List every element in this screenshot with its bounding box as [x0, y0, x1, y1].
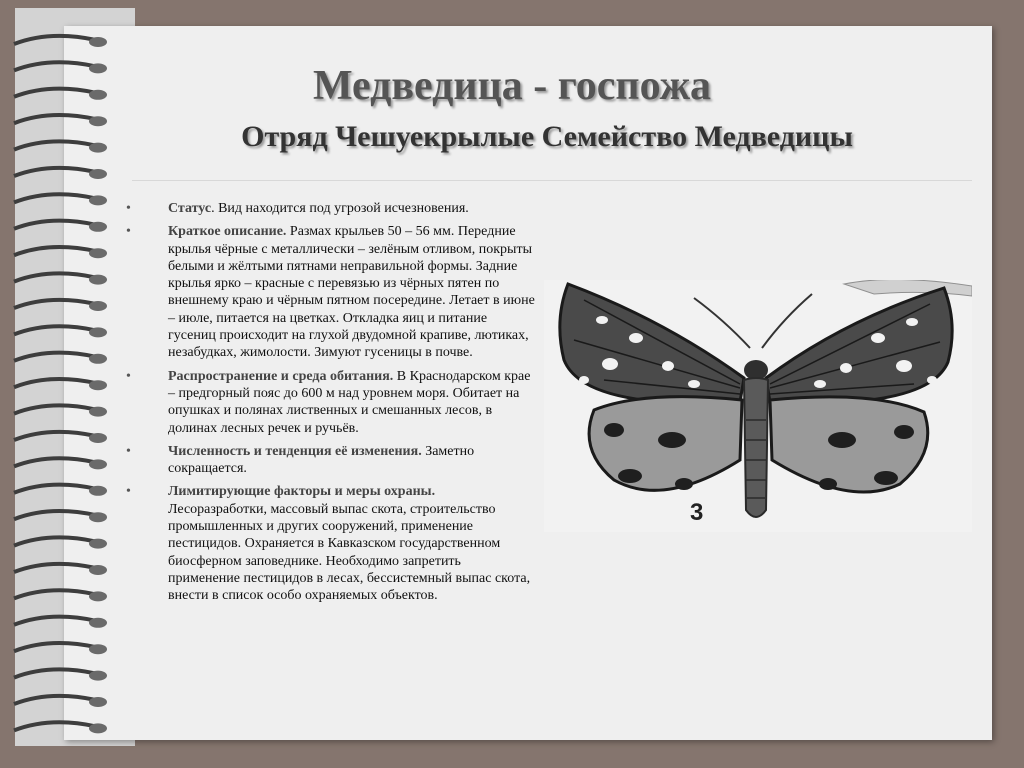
binding-hole — [89, 248, 107, 258]
section-text: Лесоразработки, массовый выпас скота, строительство промышленных и других сооружений, применение пестицидов. Охраняется в Кавказском государственном биосферном заповеднике. Необходимо запретить применение пестицидов в лесах, бессистемный выпас скота, внести в список особо охраняемых объектов. — [168, 501, 531, 604]
moth-body — [744, 378, 768, 517]
spiral-ring — [14, 194, 96, 202]
spiral-ring — [14, 537, 96, 545]
bullet-marker: • — [126, 201, 131, 216]
info-list — [126, 200, 536, 611]
antenna-right — [762, 294, 812, 348]
spiral-ring — [14, 326, 96, 334]
binding-hole — [89, 169, 107, 179]
binding-hole — [89, 275, 107, 285]
spiral-ring — [14, 590, 96, 598]
binding-hole — [89, 459, 107, 469]
binding-hole — [89, 591, 107, 601]
section-heading: Статус — [168, 201, 212, 216]
binding-hole — [89, 195, 107, 205]
spiral-ring — [14, 353, 96, 361]
section-text: Заметно сокращается. — [168, 443, 475, 477]
butterfly-illustration — [544, 280, 972, 532]
spiral-ring — [14, 564, 96, 572]
spiral-ring — [14, 405, 96, 413]
spiral-ring — [14, 432, 96, 440]
spiral-ring — [14, 511, 96, 519]
bullet-marker: • — [126, 443, 131, 459]
section-text: . Вид находится под угрозой исчезновения. — [211, 201, 469, 216]
spiral-ring — [14, 379, 96, 387]
bullet-marker: • — [126, 368, 131, 384]
title-divider — [132, 180, 972, 181]
spiral-ring — [14, 458, 96, 466]
partial-specimen — [844, 280, 972, 296]
page-title: Медведица - госпожа — [312, 63, 712, 109]
binding-hole — [89, 565, 107, 575]
spiral-ring — [14, 36, 96, 44]
binding-hole — [89, 486, 107, 496]
binding-hole — [89, 380, 107, 390]
binding-hole — [89, 512, 107, 522]
spiral-ring — [14, 643, 96, 651]
spiral-ring — [14, 485, 96, 493]
list-item-population — [126, 443, 536, 478]
section-heading: Численность и тенденция её изменения. — [168, 443, 422, 459]
binding-hole — [89, 354, 107, 364]
binding-hole — [89, 644, 107, 654]
list-item-threats — [126, 483, 536, 604]
spiral-ring — [14, 247, 96, 255]
spiral-ring — [14, 300, 96, 308]
binding-hole — [89, 618, 107, 628]
binding-hole — [89, 723, 107, 733]
spiral-ring — [14, 273, 96, 281]
section-text: В Краснодарском крае – предгорный пояс до 600 м над уровнем моря. Обитает на опушках и полянах лиственных и смешанных лесов, в долинах лесных речек и ручьёв. — [168, 368, 531, 436]
figure-number: 3 — [690, 499, 704, 526]
bullet-marker: • — [126, 484, 131, 500]
binding-hole — [89, 697, 107, 707]
section-heading: Краткое описание. — [168, 224, 287, 240]
section-heading: Распространение и среда обитания. — [168, 368, 394, 384]
spiral-ring — [14, 696, 96, 704]
binding-hole — [89, 37, 107, 47]
binding-hole — [89, 539, 107, 549]
antenna-left — [694, 298, 750, 348]
spiral-ring — [14, 221, 96, 229]
binding-hole — [89, 671, 107, 681]
binding-hole — [89, 407, 107, 417]
spiral-ring — [14, 722, 96, 730]
binding-hole — [89, 301, 107, 311]
binding-hole — [89, 433, 107, 443]
spiral-ring — [14, 617, 96, 625]
section-heading: Лимитирующие факторы и меры охраны. — [168, 484, 436, 500]
section-text: Размах крыльев 50 – 56 мм. Передние крылья чёрные с металлически – зелёным отливом, покрыты белыми и жёлтыми пятнами неправильной формы. Задние крылья ярко – красные с перевязью из чёрных пятен по внешнему краю и чёрным пятном посередине. Летает в июне – июле, питается на цветках. Откладка яиц и питание гусениц происходит на глухой двудомной крапиве, лютиках, незабудках, жимолости. Зимуют гусеницы в почве. — [168, 224, 535, 361]
bullet-marker: • — [126, 224, 131, 240]
list-item-status — [126, 200, 536, 217]
binding-hole — [89, 327, 107, 337]
page-subtitle: Отряд Чешуекрылые Семейство Медведицы — [241, 120, 853, 153]
moth-drawing — [544, 280, 972, 532]
spiral-ring — [14, 669, 96, 677]
binding-hole — [89, 222, 107, 232]
spiral-ring — [14, 168, 96, 176]
list-item-description — [126, 223, 536, 361]
list-item-distribution — [126, 368, 536, 437]
